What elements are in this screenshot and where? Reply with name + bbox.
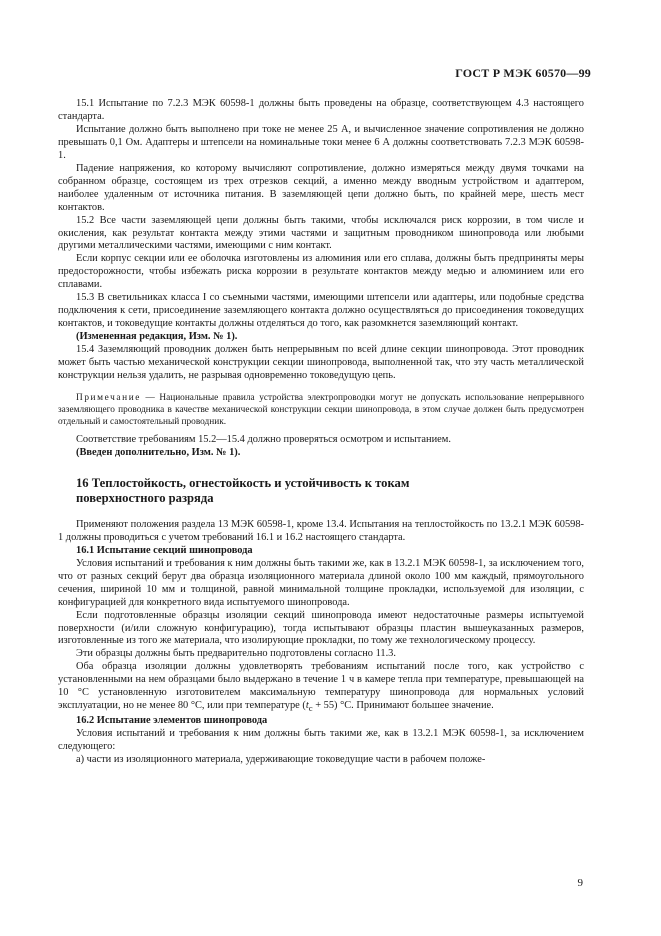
page-number: 9: [577, 877, 583, 889]
section-16-heading-line1: 16 Теплостойкость, огнестойкость и устойчивость к токам: [76, 475, 410, 490]
paragraph: Падение напряжения, ко которому вычисляют сопротивление, должно измеряться между двумя точками на собранном образце, состоящем из трех отрезков секций, а именно между вводным устройством и адаптером, наиболее удаленным от источника питания. В заземляющей цепи должно быть, по крайней мере, шесть мест контактов.: [58, 162, 584, 213]
document-body: [58, 98, 584, 767]
section-16-intro: Применяют положения раздела 13 МЭК 60598-1, кроме 13.4. Испытания на теплостойкость по 13.2.1 МЭК 60598-1 должны проводиться с учетом требований 16.1 и 16.2 настоящего стандарта.: [58, 518, 584, 543]
note-block: [58, 392, 584, 428]
paragraph: Если корпус секции или ее оболочка изготовлены из алюминия или его сплава, должны быть предприняты меры предосторожности, чтобы избежать риска коррозии в результате контактов между медью и алюминием или его сплавами.: [58, 253, 584, 291]
note-text: — Национальные правила устройства электропроводки могут не допускать использование непрерывного заземляющего проводника в качестве механической конструкции секции шинопровода, в этом случае должен быть предусмотрен отдельный и самостоятельный проводник.: [58, 392, 584, 427]
amended-note: (Измененная редакция, Изм. № 1).: [76, 331, 238, 343]
variable-t: t: [305, 700, 309, 712]
section-16-heading-line2: поверхностного разряда: [76, 491, 214, 506]
paragraph-15-4: 15.4 Заземляющий проводник должен быть непрерывным по всей длине секции шинопровода. Этот проводник может быть частью механической конструкции секции шинопровода, выполненной так, что эту часть металлической конструкции нельзя удалить, не разрывая одновременно токоведущую цепь.: [58, 344, 584, 382]
paragraph: Эти образцы должны быть предварительно подготовлены согласно 11.3.: [76, 648, 396, 660]
text-run: Оба образца изоляции должны удовлетворять требованиям испытаний после того, как устройство с установленными на нем образцами было выдержано в течение 1 ч в камере тепла при температуре, превышающей на 10 °С установленную изготовителем максимальную температуру шинопровода для нормальных условий эксплуатации, но не менее 80 °С, или при температуре (: [58, 661, 584, 712]
list-item-a: а) части из изоляционного материала, удерживающие токоведущие части в рабочем положе-: [76, 754, 486, 766]
paragraph-15-2: 15.2 Все части заземляющей цепи должны быть такими, чтобы исключался риск коррозии, в том числе и окисления, как результат контакта между этими частями и защитным проводником шинопровода или любыми другими металлическими частями, имеющими с ним контакт.: [58, 214, 584, 252]
section-16-heading: [58, 476, 584, 507]
paragraph: Условия испытаний и требования к ним должны быть такими же, как в 13.2.1 МЭК 60598-1, за исключением следующего:: [58, 728, 584, 753]
introduced-note: (Введен дополнительно, Изм. № 1).: [76, 446, 241, 458]
subsection-16-2-title: 16.2 Испытание элементов шинопровода: [76, 715, 268, 727]
paragraph-temperature: [58, 661, 584, 715]
paragraph-15-1: 15.1 Испытание по 7.2.3 МЭК 60598-1 должны быть проведены на образце, соответствующем 4.3 настоящего стандарта.: [58, 98, 584, 122]
subscript-c: c: [308, 703, 313, 714]
compliance-text: Соответствие требованиям 15.2—15.4 должно проверяться осмотром и испытанием.: [76, 433, 451, 445]
paragraph-15-3: 15.3 В светильниках класса I со съемными частями, имеющими штепсели или адаптеры, или подобные средства подключения к сети, присоединение заземляющего контакта должно осуществляться до присоединения токоведущих контактов, и токоведущие контакты должны отделяться до того, как разомкнется заземляющий контакт.: [58, 292, 584, 330]
subsection-16-1-title: 16.1 Испытание секций шинопровода: [76, 544, 253, 556]
standard-header: ГОСТ Р МЭК 60570—99: [455, 66, 591, 80]
paragraph: Испытание должно быть выполнено при токе не менее 25 А, и вычисленное значение сопротивления не должно превышать 0,1 Ом. Адаптеры и штепсели на номинальные токи менее 6 А должны соответствовать 7.2.3 МЭК 60598-1.: [58, 123, 584, 161]
text-run: + 55) °С. Принимают большее значение.: [312, 700, 494, 712]
paragraph: Условия испытаний и требования к ним должны быть такими же, как в 13.2.1 МЭК 60598-1, за исключением того, что от разных секций берут два образца изоляционного материала длиной около 100 мм каждый, прямоугольного сечения, шириной 10 мм и толщиной, равной минимальной толщине прокладки, используемой для изоляции, с конфигурацией для конкретного вида испытуемого шинопровода.: [58, 557, 584, 608]
note-label: Примечание: [76, 392, 141, 403]
paragraph: Если подготовленные образцы изоляции секций шинопровода имеют недостаточные размеры испытуемой поверхности (и/или сложную конфигурацию), тогда испытывают образцы пластин вышеуказанных размеров, изготовленные из того же материала, что изолирующие прокладки, по тому же технологическому процессу.: [58, 609, 584, 647]
